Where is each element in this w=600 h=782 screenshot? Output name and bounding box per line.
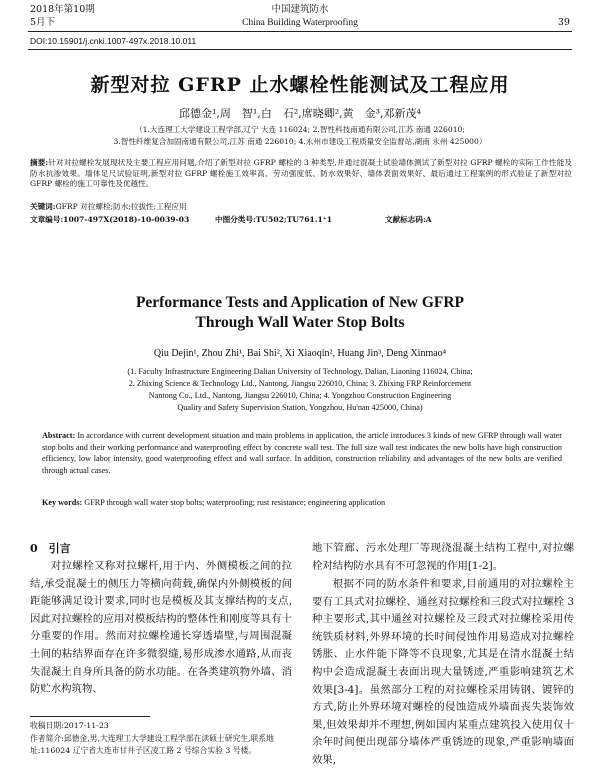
issue-label: 2018年第10期 (30, 4, 95, 15)
month-label: 5月下 (30, 17, 56, 28)
doi: DOI:10.15901/j.cnki.1007-497x.2018.10.011 (30, 36, 197, 46)
right-paragraph-1: 地下管廊、污水处理厂等现浇混凝土结构工程中,对拉螺栓对结构防水具有不可忽视的作用[1-2]。 (312, 542, 574, 572)
affiliation-en-2: 2. Zhixing Science & Technology Ltd., Nantong, Jiangsu 226010, China; 3. Zhixing FRP Reinforcement (128, 379, 472, 388)
article-id: 文章编号:1007-497X(2018)-10-0039-03 (30, 215, 190, 224)
keywords-cn (30, 202, 572, 213)
document-code: 文献标志码:A (385, 215, 432, 224)
doi-rule (28, 49, 572, 50)
abstract-cn (30, 158, 572, 190)
left-paragraph: 对拉螺栓又称对拉螺杆,用于内、外侧模板之间的拉结,承受混凝土的侧压力等横向荷载,确保内外侧模板的间距能够满足设计要求,同时也是模板及其支撑结构的支点,因此对拉螺栓的应用对模板结构的整体性和刚度等具有十分重要的作用。然而对拉螺栓通长穿透墙壁,与周围混凝土间的粘结界面存在许多微裂缝,易形成渗水通路,从而丧失混凝土自身所具备的防水功能。在各类建筑物外墙、消防贮水构筑物、 (30, 560, 292, 696)
abstract-en-text: In accordance with current development situation and main problems in application, the article introduces 3 kinds of new GFRP through wall water stop bolts and their working performance and waterproofing effect by concrete wall test. The full size wall test indicates the new bolts have high construction efficiency, low labor intensity, good waterproofing effect and wall surface. In addition, construction reliability and advantages of the new bolts are verified through actual cases. (42, 431, 562, 475)
keywords-en-label: Key words: (42, 498, 83, 507)
authors-cn: 邱德金¹,周 智¹,白 石²,席晓卿²,黄 金³,邓新茂⁴ (179, 107, 421, 120)
affiliation-cn-1: （1.大连理工大学建设工程学部,辽宁 大连 116024; 2.智性科技南通有限公司,江苏 南通 226010; (135, 125, 465, 134)
received-date: 收稿日期:2017-11-23 (30, 721, 109, 730)
keywords-en-text: GFRP through wall water stop bolts; waterproofing; rust resistance; engineering application (84, 498, 386, 507)
affiliation-en-4: Quality and Safety Supervision Station, Yongzhou, Hu'nan 425000, China) (177, 403, 423, 412)
journal-name-en: China Building Waterproofing (242, 18, 358, 28)
clc-number: 中图分类号:TU502;TU761.1⁺1 (215, 215, 333, 224)
author-intro: 作者简介:邱德金,男,大连理工大学建设工程学部在读硕士研究生,联系地址:116024 辽宁省大连市甘井子区凌工路 2 号综合实验 3 号楼。 (30, 734, 274, 755)
title-cn: 新型对拉 GFRP 止水螺栓性能测试及工程应用 (90, 74, 510, 96)
footnote-rule (30, 716, 150, 717)
title-en-line-2: Through Wall Water Stop Bolts (195, 314, 405, 331)
title-en-line-1: Performance Tests and Application of New GFRP (135, 294, 465, 311)
affiliation-cn-2: 3.智性纤维复合加固南通有限公司,江苏 南通 226010; 4.永州市建设工程质量安全监督站,湖南 永州 425000） (113, 137, 487, 146)
header-rule (28, 31, 572, 32)
affiliation-en-3: Nantong Co., Ltd., Nantong, Jiangsu 226010, China; 4. Yongzhou Construction Engineering (148, 391, 452, 400)
authors-en: Qiu Dejin¹, Zhou Zhi¹, Bai Shi², Xi Xiaoqin², Huang Jin³, Deng Xinmao⁴ (153, 348, 447, 359)
keywords-en (42, 497, 562, 509)
section-heading: 0 引言 (30, 542, 71, 555)
keywords-cn-label: 关键词: (30, 202, 56, 211)
journal-name-cn: 中国建筑防水 (271, 4, 329, 15)
abstract-cn-label: 摘要: (30, 158, 49, 167)
abstract-en-label: Abstract: (42, 431, 76, 440)
right-paragraph-2: 根据不同的防水条件和要求,目前通用的对拉螺栓主要有工具式对拉螺栓、通丝对拉螺栓和三段式对拉螺栓 3 种主要形式,其中通丝对拉螺栓及三段式对拉螺栓采用传统铁质材料,外界环境的长时间侵蚀作用易造成对拉螺栓锈胀、止水件能下降等不良现象,尤其是在清水混凝土结构中会造成混凝土表面出现大量锈迹,严重影响建筑艺术效果[3-4]。虽然部分工程的对拉螺栓采用铸钢、镀锌的方式,防止外界环境对螺栓的侵蚀造成外墙面丧失装饰效果,但效果却并不理想,例如国内某重点建筑投入使用仅十余年时间便出现部分墙体严重锈迹的现象,严重影响墙面效果, (312, 578, 574, 766)
keywords-cn-text: GFRP 对拉螺栓;防水;拉拔性;工程应用 (55, 202, 187, 211)
affiliation-en-1: (1. Faculty Infrastructure Engineering Dalian University of Technology, Dalian, Liaoning 116024, China; (127, 367, 473, 376)
abstract-en (42, 430, 562, 476)
abstract-cn-text: 针对对拉螺栓发展现状及主要工程应用问题,介绍了新型对拉 GFRP 螺栓的 3 种类型,并通过混凝土试验墙体测试了新型对拉 GFRP 螺栓的实际工作性能及防水抗渗效果。墙体足尺试验证明,新型对拉 GFRP 螺栓施工效率高、劳动强度低、防水效果好、墙体表面效果好、最后通过工程案例的形式验证了新型对拉 GFRP 螺栓的施工可靠性及优越性。 (30, 158, 572, 188)
page-number: 39 (557, 17, 570, 28)
